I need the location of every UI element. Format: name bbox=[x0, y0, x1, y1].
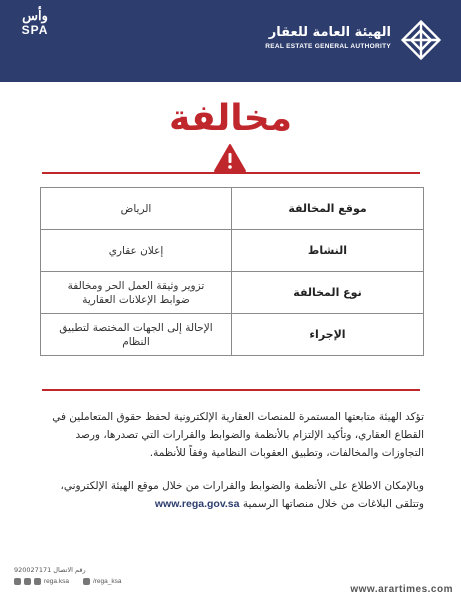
contact-phone: رقم الاتصال 920027171 bbox=[14, 566, 86, 574]
authority-name-ar: الهيئة العامة للعقار bbox=[268, 25, 391, 40]
spa-logo-text: SPA bbox=[21, 23, 49, 37]
row-label-action: الإجراء bbox=[232, 314, 424, 356]
rega-logo bbox=[243, 18, 443, 62]
table-row bbox=[41, 314, 424, 356]
row-value-violation-type: تزوير وثيقة العمل الحر ومخالفة ضوابط الإعلانات العقارية bbox=[41, 272, 232, 314]
twitter-icon[interactable] bbox=[83, 578, 90, 585]
row-label-activity: النشاط bbox=[232, 230, 424, 272]
info-paragraph-text: وبالإمكان الاطلاع على الأنظمة والضوابط والقرارات من خلال موقع الهيئة الإلكتروني، وتتلقى البلاغات من خلال منصاتها الرسمية bbox=[60, 480, 424, 510]
social-handles bbox=[14, 578, 174, 585]
table-row bbox=[41, 188, 424, 230]
header-bar bbox=[0, 0, 461, 82]
youtube-icon[interactable] bbox=[34, 578, 41, 585]
table-row bbox=[41, 230, 424, 272]
social-handle-right[interactable]: /rega_ksa bbox=[92, 578, 122, 585]
footer-contacts bbox=[14, 566, 174, 585]
violation-details-table bbox=[40, 187, 424, 356]
linkedin-icon[interactable] bbox=[14, 578, 21, 585]
bottom-divider bbox=[42, 389, 420, 391]
info-paragraph bbox=[38, 477, 424, 513]
spa-logo-mark: وﺃس bbox=[22, 9, 48, 24]
rega-emblem-icon bbox=[399, 18, 443, 62]
website-link[interactable]: www.rega.gov.sa bbox=[154, 498, 240, 510]
spa-logo bbox=[18, 10, 52, 37]
instagram-icon[interactable] bbox=[24, 578, 31, 585]
row-label-location: موقع المخالفة bbox=[232, 188, 424, 230]
monitoring-paragraph: تؤكد الهيئة متابعتها المستمرة للمنصات العقارية الإلكترونية لحفظ حقوق المتعاملين في القطاع العقاري، وتأكيد الإلتزام بالأنظمة والضوابط والقرارات التي تصدرها، ورصد التجاوزات والمخالفات، وتطبيق العقوبات النظامية وفقاً للأنظمة. bbox=[52, 411, 424, 459]
row-value-location: الرياض bbox=[41, 188, 232, 230]
row-value-action: الإحالة إلى الجهات المختصة لتطبيق النظام bbox=[41, 314, 232, 356]
warning-icon bbox=[213, 143, 247, 173]
table-row bbox=[41, 272, 424, 314]
authority-name-en: REAL ESTATE GENERAL AUTHORITY bbox=[265, 43, 391, 50]
top-divider bbox=[42, 172, 420, 174]
social-handle-left[interactable]: rega.ksa bbox=[44, 578, 69, 585]
row-value-activity: إعلان عقاري bbox=[41, 230, 232, 272]
watermark-text: www.arartimes.com bbox=[350, 584, 453, 595]
violation-title: مخالفة bbox=[168, 98, 292, 139]
row-label-violation-type: نوع المخالفة bbox=[232, 272, 424, 314]
